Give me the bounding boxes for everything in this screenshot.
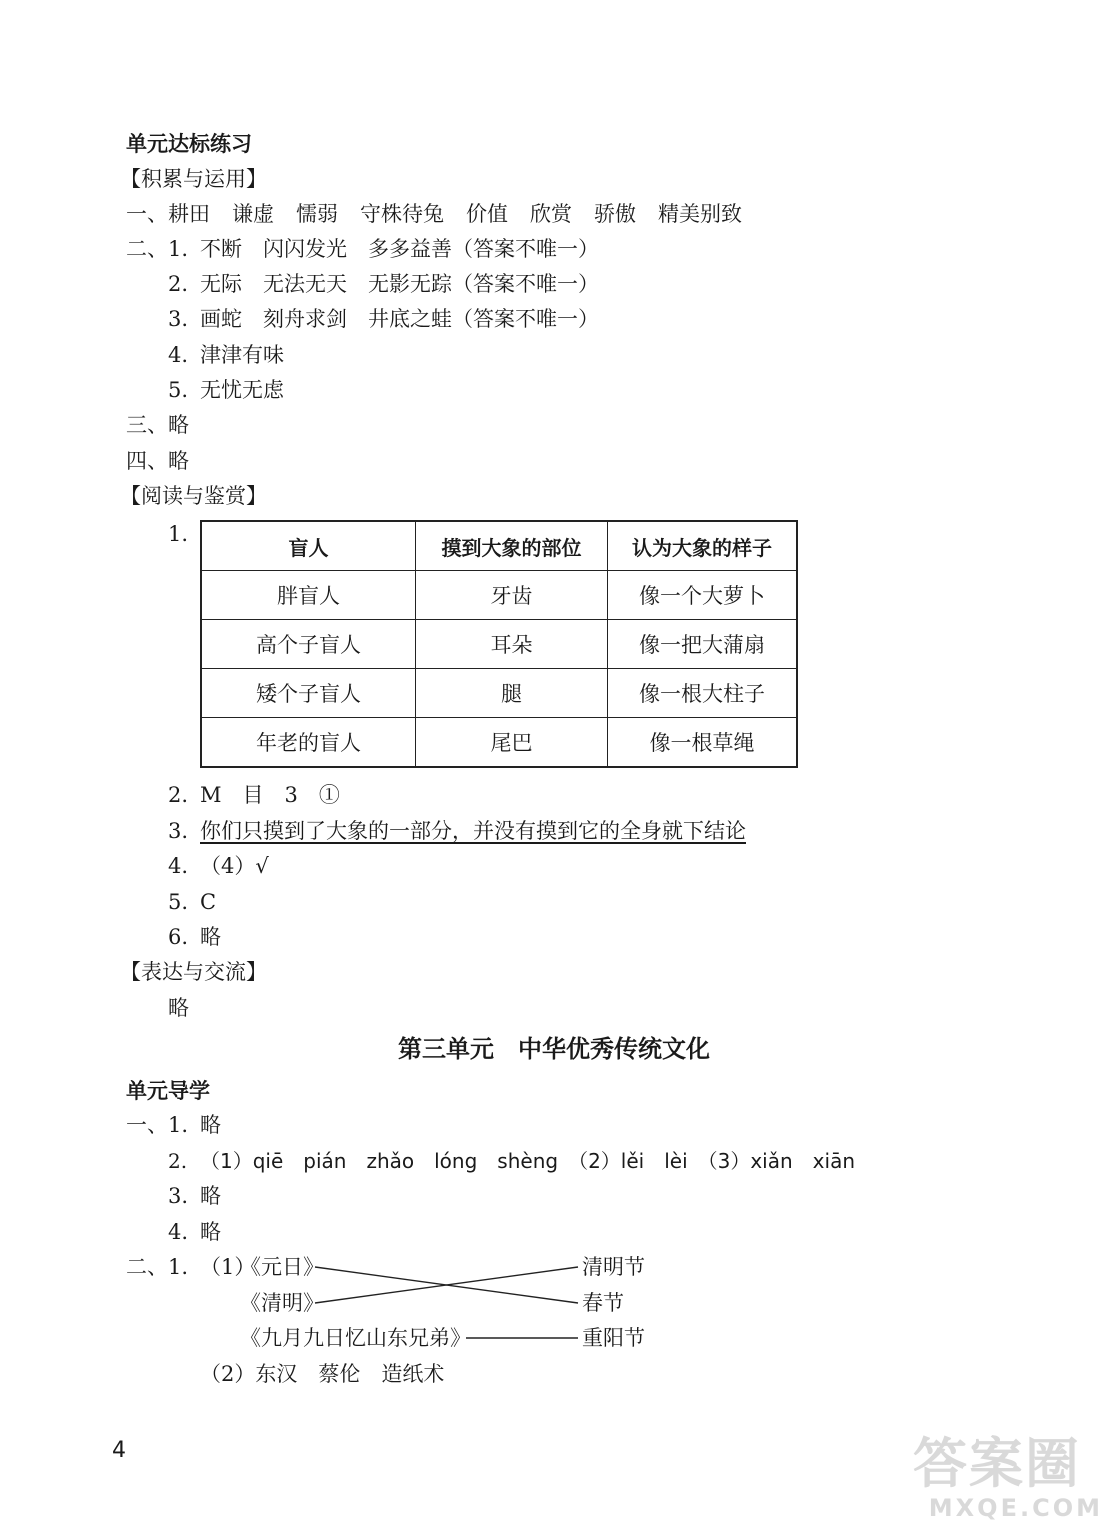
q2-item-4: 4. 津津有味 (168, 343, 284, 367)
col-header: 摸到大象的部位 (416, 521, 608, 571)
col-header: 盲人 (201, 521, 416, 571)
table-cell: 腿 (416, 669, 608, 718)
col-header: 认为大象的样子 (608, 521, 798, 571)
table-cell: 矮个子盲人 (201, 669, 416, 718)
q4-answer: 四、略 (126, 449, 189, 473)
table-cell: 牙齿 (416, 571, 608, 620)
q3-answer: 三、略 (126, 413, 189, 437)
guide-q1-item-2: 2. （1）qiē pián zhǎo lóng shèng （2）lěi lèi （3）xiǎn xiān (168, 1149, 855, 1173)
heading-expression: 【表达与交流】 (120, 960, 267, 984)
q2-item-1: 二、1. 不断 闪闪发光 多多益善（答案不唯一） (126, 237, 599, 261)
table-cell: 高个子盲人 (201, 620, 416, 669)
table-cell: 胖盲人 (201, 571, 416, 620)
read-item-3: 3. 你们只摸到了大象的一部分，并没有摸到它的全身就下结论 (168, 819, 746, 843)
page-number: 4 (112, 1438, 126, 1463)
watermark-logo: 答案圈 MXQE.COM (913, 1432, 1103, 1522)
table-cell: 像一根草绳 (608, 718, 798, 768)
match-left-item: 《清明》 (240, 1291, 324, 1315)
guide-q1-item-1: 一、1. 略 (126, 1113, 221, 1137)
read-item-6: 6. 略 (168, 925, 221, 949)
table-cell: 耳朵 (416, 620, 608, 669)
unit-three-heading: 第三单元 中华优秀传统文化 (398, 1035, 710, 1063)
guide-q1-item-4: 4. 略 (168, 1220, 221, 1244)
table-cell: 尾巴 (416, 718, 608, 768)
table-cell: 像一个大萝卜 (608, 571, 798, 620)
read-item-5: 5. C (168, 890, 217, 914)
read-item-2: 2. M 目 3 ① (168, 783, 340, 807)
match-right-item: 清明节 (582, 1255, 645, 1279)
table-cell: 像一把大蒲扇 (608, 620, 798, 669)
guide-q2-sub2: （2）东汉 蔡伦 造纸术 (200, 1362, 445, 1386)
table-cell: 像一根大柱子 (608, 669, 798, 718)
read-item-4: 4. （4）√ (168, 854, 269, 878)
q2-item-5: 5. 无忧无虑 (168, 378, 284, 402)
match-left-item: 《九月九日忆山东兄弟》 (240, 1326, 471, 1350)
heading-accumulation: 【积累与运用】 (120, 167, 267, 191)
table-cell: 年老的盲人 (201, 718, 416, 768)
unit-guide-title: 单元导学 (126, 1079, 210, 1103)
section-title: 单元达标练习 (126, 132, 252, 156)
table-number: 1. (168, 522, 189, 546)
expression-answer: 略 (168, 996, 189, 1020)
q2-item-2: 2. 无际 无法无天 无影无踪（答案不唯一） (168, 272, 599, 296)
match-left-item: 《元日》 (240, 1255, 324, 1279)
match-right-item: 春节 (582, 1291, 624, 1315)
match-right-item: 重阳节 (582, 1326, 645, 1350)
q1-answer: 一、耕田 谦虚 懦弱 守株待兔 价值 欣赏 骄傲 精美别致 (126, 202, 742, 226)
guide-q2-row-1: 二、1. （1） (126, 1255, 256, 1279)
q2-item-3: 3. 画蛇 刻舟求剑 井底之蛙（答案不唯一） (168, 307, 599, 331)
guide-q1-item-3: 3. 略 (168, 1184, 221, 1208)
heading-reading: 【阅读与鉴赏】 (120, 484, 267, 508)
